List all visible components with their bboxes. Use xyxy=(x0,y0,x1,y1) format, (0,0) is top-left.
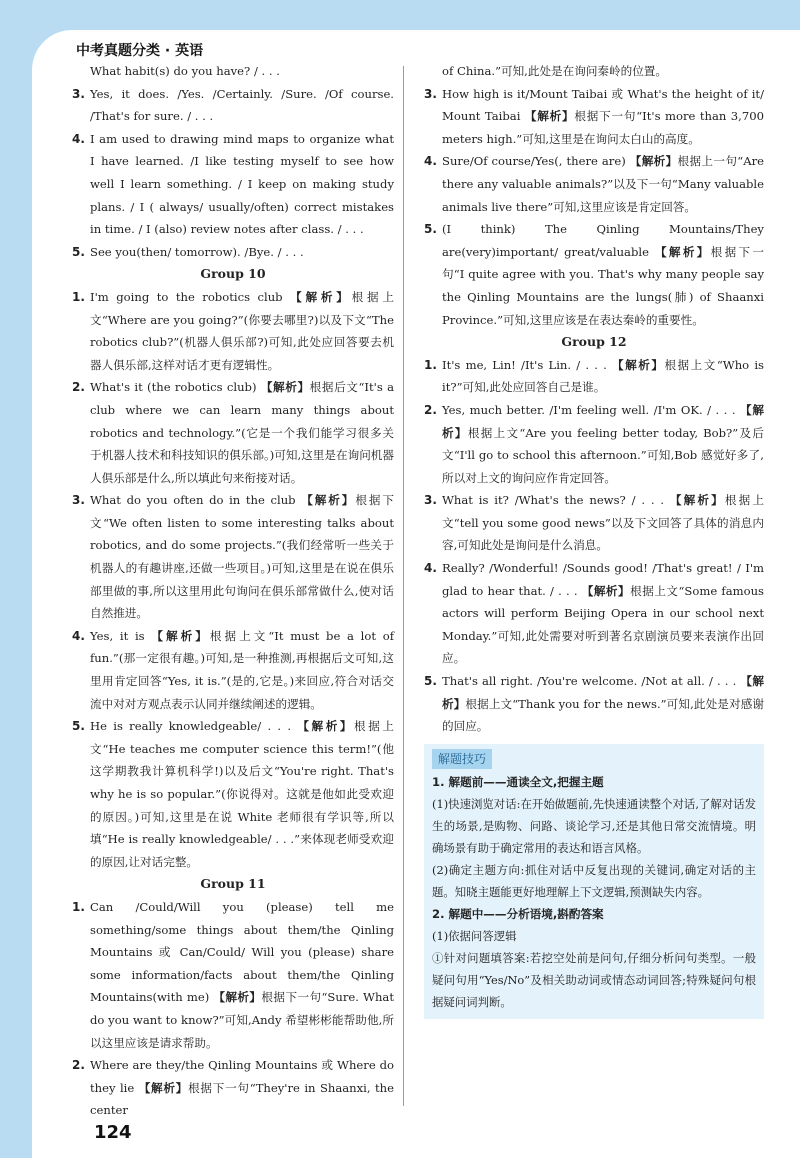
item-number: 4. xyxy=(424,154,437,169)
analysis-tag: 【解析】 xyxy=(442,402,764,440)
item-number: 3. xyxy=(72,86,85,101)
analysis-tag: 【解析】 xyxy=(151,628,210,643)
analysis-tag: 【解析】 xyxy=(629,154,678,169)
answer-text: How high is it/Mount Taibai 或 What's the height of it/ Mount Taibai xyxy=(442,86,764,124)
left-column xyxy=(72,60,394,1122)
answer-item xyxy=(424,399,764,489)
analysis-tag: 【解析】 xyxy=(260,380,310,395)
analysis-text: 根据下一句“Sure. What do you want to know?”可知,Andy 希望彬彬能帮助他,所以这里应该是请求帮助。 xyxy=(90,990,394,1050)
column-divider xyxy=(403,66,404,1106)
group-title: Group 10 xyxy=(200,266,266,282)
answer-text: I'm going to the robotics club xyxy=(90,289,283,304)
answer-item xyxy=(72,241,394,264)
answer-text: That's all right. /You're welcome. /Not at all. / . . . xyxy=(442,674,737,689)
answer-item xyxy=(72,896,394,1054)
answer-item xyxy=(424,150,764,218)
item-number: 2. xyxy=(72,380,85,395)
analysis-tag: 【解析】 xyxy=(213,990,262,1005)
tips-box xyxy=(424,744,764,1019)
right-column xyxy=(424,60,764,1019)
item-number: 3. xyxy=(424,493,437,508)
analysis-tag: 【解析】 xyxy=(138,1080,189,1095)
answer-item xyxy=(72,715,394,873)
analysis-tag: 【解析】 xyxy=(301,493,356,508)
tips-paragraph: ①针对问题填答案:若挖空处前是问句,仔细分析问句类型。一般疑问句用“Yes/No”及相关助动词或情态动词回答;特殊疑问句根据疑问词判断。 xyxy=(432,950,756,1009)
analysis-text: 根据上文“Where are you going?”(你要去哪里?)以及下文“The robotics club?”(机器人俱乐部?)可知,此处应回答要去机器人俱乐部,这样对话才更有逻辑性。 xyxy=(90,289,394,372)
answer-item xyxy=(72,1054,394,1122)
answer-text: Yes, much better. /I'm feeling well. /I'm OK. / . . . xyxy=(442,402,736,417)
answer-item xyxy=(424,354,764,399)
item-number: 1. xyxy=(72,289,85,304)
answer-text: Where are they/the Qinling Mountains 或 Where do they lie xyxy=(90,1058,394,1095)
item-number: 1. xyxy=(424,357,437,372)
answer-text: See you(then/ tomorrow). /Bye. / . . . xyxy=(90,244,304,259)
answer-item xyxy=(424,670,764,738)
tips-heading: 2. 解题中——分析语境,斟酌答案 xyxy=(432,906,604,921)
analysis-text: 根据下一句“It's more than 3,700 meters high.”可知,这里是在询问太白山的高度。 xyxy=(442,109,764,146)
analysis-tag: 【解析】 xyxy=(290,289,352,304)
answer-text: What is it? /What's the news? / . . . xyxy=(442,493,665,508)
item-number: 2. xyxy=(424,402,437,417)
answer-text: Yes, it is xyxy=(90,628,145,643)
tips-title: 解题技巧 xyxy=(432,749,492,769)
analysis-tag: 【解析】 xyxy=(581,583,631,598)
answer-item xyxy=(424,489,764,557)
item-number: 3. xyxy=(424,86,437,101)
item-number: 5. xyxy=(72,244,85,259)
answer-text: It's me, Lin! /It's Lin. / . . . xyxy=(442,357,607,372)
answer-item xyxy=(424,557,764,670)
group-title: Group 12 xyxy=(561,334,627,350)
item-number: 5. xyxy=(424,674,437,689)
analysis-text: 根据下文“We often listen to some interesting talks about robotics, and do some projects.”(我们经常听一些关于机器人的有趣讲座,还做一些项目。)可知,这里是在说在俱乐部里做的事,所以这里用此句询问在俱乐部常做什么,使对话自然推进。 xyxy=(90,493,394,621)
analysis-text: 根据上一句“Are there any valuable animals?”以及下一句“Many valuable animals live there”可知,这里应该是肯定回答。 xyxy=(442,154,764,214)
analysis-text: 根据上文“He teaches me computer science this term!”(他这学期教我计算机科学!)以及后文“You're right. That's why he is so popular.”(你说得对。这就是他如此受欢迎的原因。)可知,这里是在说 White 老师很有学识等,所以填“He is really knowledgeable/ . . .”来体现老师受欢迎的原因,让对话完整。 xyxy=(90,719,394,869)
analysis-tag: 【解析】 xyxy=(654,244,711,259)
answer-item xyxy=(424,83,764,151)
analysis-text: 根据上文“Are you feeling better today, Bob?”及后文“I'll go to school this afternoon.”可知,Bob 感觉好多了,所以对上文的询问应作肯定回答。 xyxy=(442,425,764,485)
answer-item xyxy=(72,286,394,376)
item-number: 4. xyxy=(72,628,85,643)
answer-text: What do you often do in the club xyxy=(90,493,296,508)
answer-item xyxy=(424,218,764,331)
item-number: 4. xyxy=(424,561,437,576)
analysis-text: 根据上文“Some famous actors will perform Beijing Opera in our school next Monday.”可知,此处需要对听到著名京剧演员要来表演作出回应。 xyxy=(442,583,764,666)
answer-text: Sure/Of course/Yes(, there are) xyxy=(442,154,626,169)
analysis-text: 根据上文“Who is it?”可知,此处应回答自己是谁。 xyxy=(442,357,764,395)
answer-text: Yes, it does. /Yes. /Certainly. /Sure. /Of course. /That's for sure. / . . . xyxy=(90,86,394,124)
item-number: 2. xyxy=(72,1058,85,1073)
item-number: 5. xyxy=(72,719,85,734)
tips-paragraph: (2)确定主题方向:抓住对话中反复出现的关键词,确定对话的主题。知晓主题能更好地理解上下文逻辑,预测缺失内容。 xyxy=(432,862,756,899)
item-number: 4. xyxy=(72,131,85,146)
analysis-text: 根据上文“It must be a lot of fun.”(那一定很有趣。)可知,是一种推测,再根据后文可知,这里用肯定回答“Yes, it is.”(是的,它是。)来回应,符合对话交流中对对方观点表示认同并继续阐述的逻辑。 xyxy=(90,628,394,711)
answer-item xyxy=(72,625,394,715)
answer-item xyxy=(72,376,394,489)
page-number: 124 xyxy=(94,1122,132,1143)
item-number: 1. xyxy=(72,899,85,914)
analysis-text: 根据后文“It's a club where we can learn many things about robotics and technology.”(它是一个我们能学习很多关于机器人技术和科技知识的俱乐部。)可知,这里是在询问机器人俱乐部是什么,所以填此句来衔接对话。 xyxy=(90,380,394,485)
analysis-tag: 【解析】 xyxy=(612,357,665,372)
answer-text: He is really knowledgeable/ . . . xyxy=(90,719,292,734)
analysis-tag: 【解析】 xyxy=(442,674,765,711)
group-title: Group 11 xyxy=(200,876,266,892)
item-number: 5. xyxy=(424,222,437,237)
answer-text: Really? /Wonderful! /Sounds good! /That's great! / I'm glad to hear that. / . . . xyxy=(442,561,764,598)
analysis-tag: 【解析】 xyxy=(669,493,725,508)
answer-text: I am used to drawing mind maps to organize what I have learned. /I like testing myself to see how well I learn something. / I keep on making study plans. / I ( always/ usually/often) correct mistakes in time. / I (also) review notes after class. / . . . xyxy=(90,131,394,237)
answer-item xyxy=(72,83,394,128)
analysis-text: 根据上文“Thank you for the news.”可知,此处是对感谢的回应。 xyxy=(442,696,764,734)
analysis-tag: 【解析】 xyxy=(297,719,355,734)
item-number: 3. xyxy=(72,493,85,508)
tips-heading: 1. 解题前——通读全文,把握主题 xyxy=(432,774,604,789)
analysis-tag: 【解析】 xyxy=(524,109,575,124)
tips-paragraph: (1)依据问答逻辑 xyxy=(432,928,517,943)
page-header: 中考真题分类 · 英语 xyxy=(76,43,204,59)
analysis-text: 根据下一句“I quite agree with you. That's why many people say the Qinling Mountains are the lungs(肺) of Shaanxi Province.”可知,这里应该是在表达秦岭的重要性。 xyxy=(442,244,764,327)
tips-paragraph: (1)快速浏览对话:在开始做题前,先快速通读整个对话,了解对话发生的场景,是购物、问路、谈论学习,还是其他日常交流情境。明确场景有助于确定常用的表达和语言风格。 xyxy=(432,796,756,855)
analysis-text: 根据上文“tell you some good news”以及下文回答了具体的消息内容,可知此处是询问是什么消息。 xyxy=(442,493,764,553)
answer-item xyxy=(72,128,394,241)
answer-item xyxy=(72,489,394,625)
answer-text: Can /Could/Will you (please) tell me something/some things about them/the Qinling Mountains 或 Can/Could/ Will you (please) share some information/facts about them/the Qinling Mountains(with me) xyxy=(90,899,394,1005)
answer-text: What's it (the robotics club) xyxy=(90,380,257,395)
page xyxy=(32,30,800,1158)
continuation-line: of China.”可知,此处是在询问秦岭的位置。 xyxy=(442,64,667,78)
answer-text: (I think) The Qinling Mountains/They are(very)important/ great/valuable xyxy=(442,222,764,259)
intro-line: What habit(s) do you have? / . . . xyxy=(90,64,280,78)
analysis-text: 根据下一句“They're in Shaanxi, the center xyxy=(90,1080,394,1118)
